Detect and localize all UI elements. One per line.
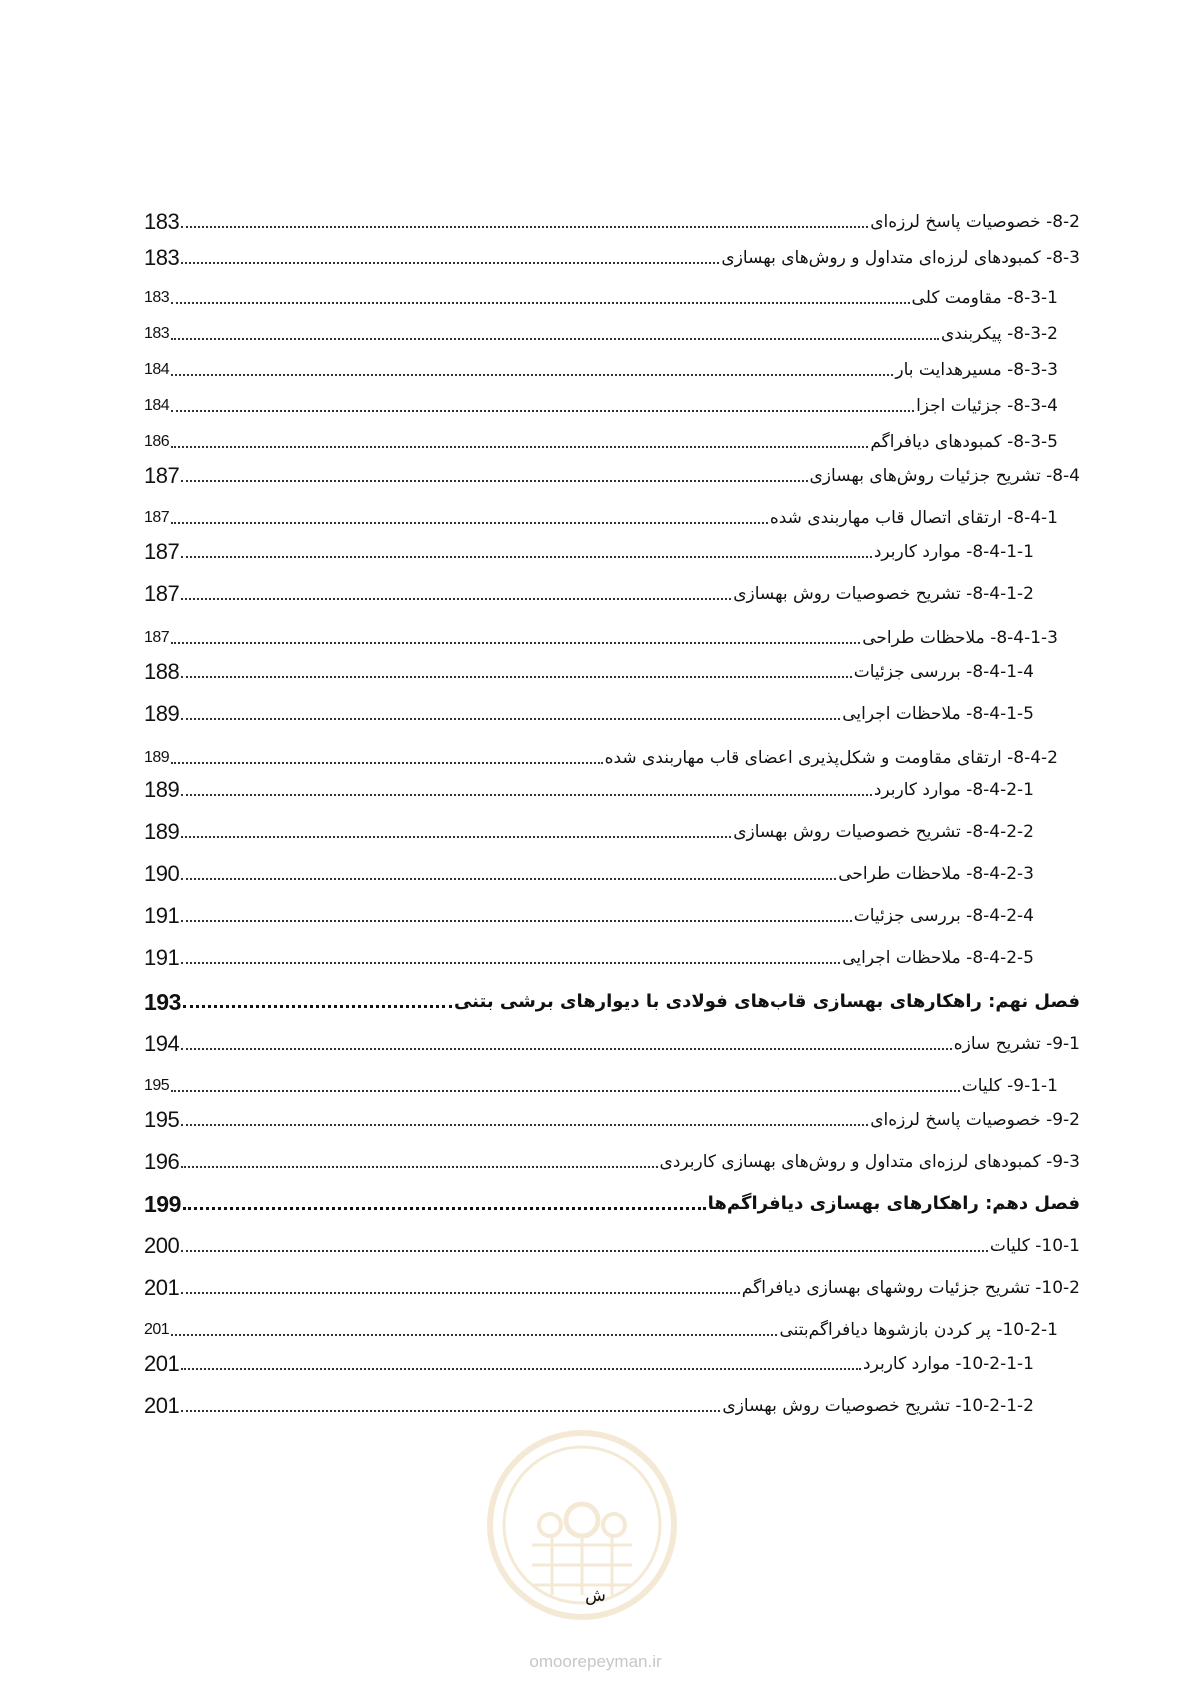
watermark-site-text: omoorepeyman.ir [529,1652,662,1671]
toc-entry[interactable] [144,1074,1058,1098]
toc-entry-title: 8-4-1- ارتقای اتصال قاب مهاربندی شده [769,508,1058,528]
toc-entry[interactable] [144,702,1034,726]
dot-leader [171,374,893,376]
toc-entry-title: 8-4-1-1- موارد کاربرد [873,542,1034,562]
toc-entry-page: 190 [144,861,180,886]
toc-entry[interactable] [144,820,1034,844]
toc-entry-title: 10-2-1- پر کردن بازشوها دیافراگم‌بتنی [779,1320,1058,1340]
toc-entry-title: 8-4-2-2- تشریح خصوصیات روش بهسازی [733,822,1034,842]
toc-entry[interactable] [144,246,1080,270]
toc-entry-title: 8-4- تشریح جزئیات روش‌های بهسازی [809,466,1080,486]
toc-entry-title: 8-3-3- مسیرهدایت بار [895,360,1058,380]
toc-entry-title: فصل نهم: راهکارهای بهسازی قاب‌های فولادی با دیوارهای برشی بتنی [453,991,1080,1012]
toc-entry-title: 8-4-1-4- بررسی جزئیات [853,662,1034,682]
toc-entry[interactable] [144,430,1058,454]
dot-leader [181,556,872,558]
toc-entry[interactable] [144,210,1080,234]
dot-leader [181,920,851,922]
toc-entry[interactable] [144,1352,1034,1376]
toc-entry[interactable] [144,322,1058,346]
toc-entry[interactable] [144,660,1034,684]
toc-entry-page: 201 [144,1393,180,1418]
toc-chapter-entry[interactable] [144,990,1080,1014]
toc-entry-page: 195 [144,1107,180,1132]
toc-entry[interactable] [144,862,1034,886]
toc-chapter-entry[interactable] [144,1192,1080,1216]
toc-entry-title: 10-2- تشریح جزئیات روشهای بهسازی دیافراگم [741,1278,1080,1298]
toc-entry-page: 191 [144,903,180,928]
toc-entry[interactable] [144,1276,1080,1300]
toc-entry[interactable] [144,946,1034,970]
toc-entry-title: 10-1- کلیات [989,1236,1080,1256]
toc-entry-page: 187 [144,581,180,606]
toc-entry-title: 8-4-1-5- ملاحظات اجرایی [842,704,1034,724]
dot-leader [171,338,939,340]
toc-entry-title: 8-2- خصوصیات پاسخ لرزه‌ای [870,212,1080,232]
dot-leader [181,1048,952,1050]
toc-entry-page: 189 [144,819,180,844]
toc-entry-page: 183 [144,289,170,306]
toc-entry-page: 186 [144,433,170,450]
dot-leader [181,836,731,838]
toc-entry-title: 8-4-2- ارتقای مقاومت و شکل‌پذیری اعضای قاب مهاربندی شده [604,748,1058,768]
toc-entry-page: 189 [144,777,180,802]
dot-leader [181,1166,657,1168]
toc-entry-title: فصل دهم: راهکارهای بهسازی دیافراگم‌ها [707,1193,1080,1214]
dot-leader [181,226,868,228]
toc-entry-page: 187 [144,629,170,646]
toc-entry-title: 9-1-1- کلیات [961,1076,1058,1096]
toc-entry-title: 8-3-2- پیکربندی [941,324,1058,344]
dot-leader [181,262,719,264]
toc-entry[interactable] [144,626,1058,650]
toc-entry[interactable] [144,1150,1080,1174]
toc-entry[interactable] [144,358,1058,382]
toc-entry-page: 199 [144,1191,181,1217]
toc-entry-page: 193 [144,989,181,1015]
toc-entry-title: 9-3- کمبودهای لرزه‌ای متداول و روش‌های بهسازی کاربردی [659,1152,1080,1172]
toc-entry-page: 184 [144,397,170,414]
toc-entry-page: 183 [144,325,170,342]
toc-entry-title: 8-3-1- مقاومت کلی [911,288,1058,308]
toc-entry[interactable] [144,582,1034,606]
dot-leader [171,522,768,524]
dot-leader [183,1207,706,1210]
dot-leader [171,642,860,644]
toc-entry-title: 9-1- تشریح سازه [953,1034,1080,1054]
dot-leader [171,446,868,448]
dot-leader [181,598,731,600]
dot-leader [181,794,872,796]
toc-entry-page: 191 [144,945,180,970]
page-number: ش [585,1586,606,1606]
dot-leader [183,1005,452,1008]
dot-leader [181,1124,868,1126]
toc-entry-page: 187 [144,463,180,488]
toc-entry-title: 8-4-2-4- بررسی جزئیات [853,906,1034,926]
dot-leader [181,676,851,678]
toc-entry-page: 194 [144,1031,180,1056]
toc-entry-page: 201 [144,1321,170,1338]
toc-entry-page: 184 [144,361,170,378]
toc-entry-title: 10-2-1-2- تشریح خصوصیات روش بهسازی [722,1396,1034,1416]
toc-entry-page: 196 [144,1149,180,1174]
toc-entry-title: 8-3- کمبودهای لرزه‌ای متداول و روش‌های بهسازی [721,248,1080,268]
dot-leader [181,1410,720,1412]
toc-entry-page: 201 [144,1275,180,1300]
dot-leader [181,718,840,720]
toc-entry-page: 188 [144,659,180,684]
toc-entry[interactable] [144,778,1034,802]
toc-entry[interactable] [144,1032,1080,1056]
toc-entry[interactable] [144,540,1034,564]
toc-entry-page: 189 [144,701,180,726]
dot-leader [181,1368,861,1370]
toc-entry[interactable] [144,394,1058,418]
toc-entry-title: 10-2-1-1- موارد کاربرد [863,1354,1034,1374]
dot-leader [181,962,840,964]
toc-entry-title: 8-3-4- جزئیات اجزا [916,396,1058,416]
toc-entry[interactable] [144,286,1058,310]
toc-entry-page: 201 [144,1351,180,1376]
toc-entry[interactable] [144,904,1034,928]
dot-leader [171,302,909,304]
toc-entry-page: 189 [144,749,170,766]
dot-leader [171,1334,777,1336]
toc-entry[interactable] [144,1318,1058,1342]
dot-leader [181,878,836,880]
dot-leader [181,480,807,482]
toc-entry-title: 8-3-5- کمبودهای دیافراگم [870,432,1058,452]
toc-entry[interactable] [144,746,1058,770]
toc-entry-title: 8-4-1-2- تشریح خصوصیات روش بهسازی [733,584,1034,604]
toc-entry-title: 8-4-2-1- موارد کاربرد [873,780,1034,800]
toc-entry[interactable] [144,1108,1080,1132]
toc-entry-page: 183 [144,245,180,270]
toc-entry-title: 8-4-1-3- ملاحظات طراحی [862,628,1058,648]
toc-entry[interactable] [144,1394,1034,1418]
toc-entry-page: 187 [144,509,170,526]
toc-entry-page: 183 [144,209,180,234]
toc-entry-title: 8-4-2-3- ملاحظات طراحی [838,864,1034,884]
toc-entry-page: 187 [144,539,180,564]
toc-entry-title: 9-2- خصوصیات پاسخ لرزه‌ای [870,1110,1080,1130]
toc-entry[interactable] [144,506,1058,530]
dot-leader [181,1250,988,1252]
toc-entry[interactable] [144,464,1080,488]
toc-entry-page: 200 [144,1233,180,1258]
dot-leader [181,1292,740,1294]
dot-leader [171,762,602,764]
toc-entry-page: 195 [144,1077,170,1094]
dot-leader [171,1090,960,1092]
toc-entry[interactable] [144,1234,1080,1258]
dot-leader [171,410,914,412]
toc-entry-title: 8-4-2-5- ملاحظات اجرایی [842,948,1034,968]
